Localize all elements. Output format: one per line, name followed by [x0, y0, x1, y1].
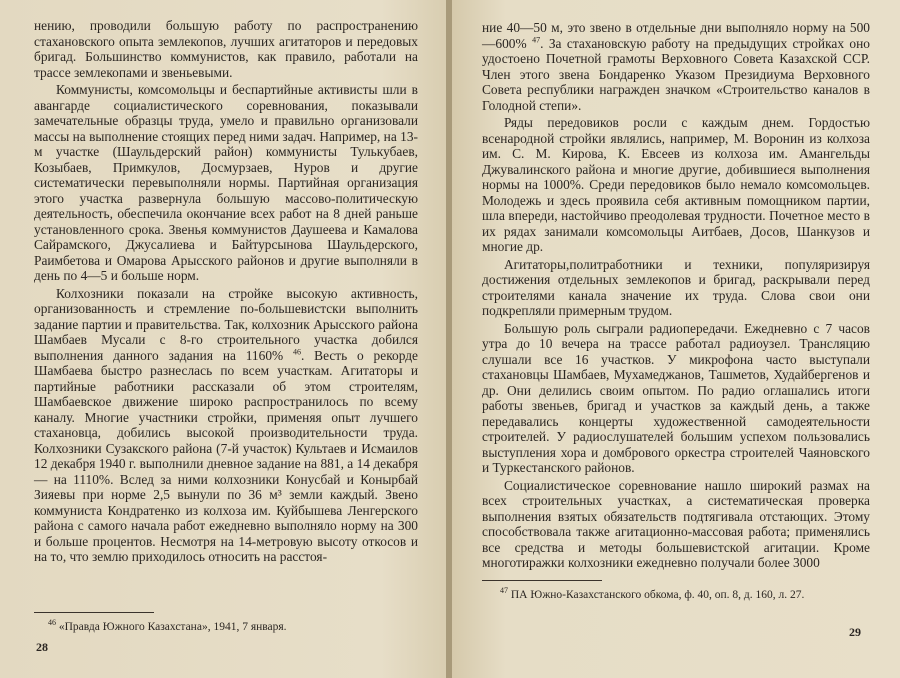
paragraph-text: Весть о рекорде Шамбаева быстро разнеслась по всем участкам. Агитаторы и партийные работники рассказали об этом строителям, Шамбаевское движение широко распространилось по всему каналу. Многие участники стройки, применяя опыт лучшего стахановца, добились высокой производительности труда. Колхозники Сузакского района (7-й участок) Культаев и Исмаилов 12 декабря 1940 г. выполнили дневное задание на 881, а 14 декабря — на 1110%. Вслед за ними колхозники Конусбай и Конырбай Зияевы при норме 2,5 вынули по 36 м³ земли каждый. Звено коммуниста Кондратенко из колхоза им. Куйбышева Ленгерского района с самого начала работ ежедневно выполняло норму на 300 и больше процентов. Несмотря на 14-метровую высоту откосов и на то, что землю приходилось относить на расстоя- [34, 347, 418, 564]
paragraph: Большую роль сыграли радиопередачи. Ежедневно с 7 часов утра до 10 вечера на трассе работал радиоузел. Трансляцию слушали все 16 участков. У микрофона часто выступали стахановцы Шамбаев, Мухамеджанов, Ташметов, Худайбергенов и др. Они делились своим опытом. По радио оглашались итоги работы звеньев, бригад и участков за каждый день, а также передавались концерты художественной самодеятельности строителей. У радиослушателей большим успехом пользовались выступления хора и домбрового оркестра строителей Чаяновского и Туркестанского районов. [482, 320, 870, 475]
right-page [452, 0, 900, 678]
paragraph: Коммунисты, комсомольцы и беспартийные активисты шли в авангарде социалистического соревнования, показывали замечательные образцы труда, умело и правильно организовали массы на выполнение стоящих перед ними задач. Например, на 13-м участке (Шаульдерский район) коммунисты Тулькубаев, Козыбаев, Примкулов, Досмурзаев, Нуров и другие систематически перевыполняли нормы. Партийная организация этого участка развернула большую массово-политическую деятельность, обеспечила окончание всех работ на 8 дней раньше установленного срока. Звенья коммунистов Даушеева и Камалова Сайрамского, Джусалиева и Байтурсынова Шаульдерского, Раимбетова и Омарова Арысского районов и другие выполняли в день по 4—5 и больше норм. [34, 82, 418, 283]
footnote-reference: 46 [292, 347, 301, 357]
paragraph: Агитаторы,политработники и техники, популяризируя достижения отдельных землекопов и бригад, раскрывали перед строителями канала значение их труда. Слова свои они подкрепляли примерным трудом. [482, 256, 870, 318]
page-number: 28 [36, 640, 48, 654]
page-number: 29 [849, 625, 861, 639]
left-page-text [34, 18, 418, 565]
right-page-text [482, 20, 870, 571]
paragraph-text: Колхозники показали на стройке высокую активность, организованность и стремление по-большевистски выполнить задание партии и правительства. Так, колхозник Арысского района Шамбаев Мусали с 8-го строительного участка добился выполнения данного задания на 1160% [34, 285, 418, 363]
footnote-reference: 47 [532, 35, 541, 45]
footnote-text: «Правда Южного Казахстана», 1941, 7 января. [58, 621, 287, 633]
paragraph-text: ние 40—50 м, это звено в отдельные дни выполняло норму на 500—600% [482, 20, 870, 51]
left-page [0, 0, 448, 678]
paragraph-text: За стахановскую работу на предыдущих стройках оно удостоено Почетной грамоты Верховного Совета Казахской ССР. Член этого звена Бондаренко Указом Президиума Верховного Совета республики награжден значком «Строительство каналов в Голодной степи». [482, 35, 870, 113]
footnote-divider [34, 612, 154, 613]
paragraph: Социалистическое соревнование нашло широкий размах на всех строительных участках, а систематическая проверка выполнения взятых обязательств подтягивала отстающих. Этому способствовала также агитационно-массовая работа; применялись все средства и методы большевистской агитации. Кроме многотиражки колхозники ежедневно получали более 3000 [482, 477, 870, 570]
footnote-number: 47 [500, 586, 508, 596]
paragraph: Ряды передовиков росли с каждым днем. Гордостью всенародной стройки являлись, например, М. Воронин из колхоза им. С. М. Кирова, К. Евсеев из колхоза им. Амангельды Джувалинского района и многие другие, добившиеся выполнения нормы на 1000%. Среди передовиков было немало комсомольцев. Молодежь и здесь проявила себя активным помощником партии, шла впереди, настойчиво преодолевая трудности. Почетное место в их рядах занимали комсомольцы Аитбаев, Досов, Шанкузов и многие др. [482, 115, 870, 254]
paragraph: ние 40—50 м, это звено в отдельные дни выполняло норму на 500—600% $^{47}$. За стахановскую работу на предыдущих стройках оно удостоено Почетной грамоты Верховного Совета Казахской ССР. Член этого звена Бондаренко Указом Президиума Верховного Совета республики награжден значком «Строительство каналов в Голодной степи». [482, 20, 870, 113]
footnote-number: 46 [48, 618, 56, 628]
footnote-text: ПА Южно-Казахстанского обкома, ф. 40, оп. 8, д. 160, л. 27. [510, 589, 805, 601]
footnote [482, 588, 870, 602]
footnote [48, 620, 418, 634]
paragraph: нению, проводили большую работу по распространению стахановского опыта землекопов, лучших агитаторов и передовых бригад. Большинство коммунистов, как правило, работали на трассе землекопами и звеньевыми. [34, 18, 418, 80]
footnote-divider [482, 580, 602, 581]
paragraph: Колхозники показали на стройке высокую активность, организованность и стремление по-большевистски выполнить задание партии и правительства. Так, колхозник Арысского района Шамбаев Мусали с 8-го строительного участка добился выполнения данного задания на 1160% $^{46}$. Весть о рекорде Шамбаева быстро разнеслась по всем участкам. Агитаторы и партийные работники рассказали об этом строителям, Шамбаевское движение широко распространилось по всему каналу. Многие участники стройки, применяя опыт лучшего стахановца, добились высокой производительности труда. Колхозники Сузакского района (7-й участок) Культаев и Исмаилов 12 декабря 1940 г. выполнили дневное задание на 881, а 14 декабря — на 1110%. Вслед за ними колхозники Конусбай и Конырбай Зияевы при норме 2,5 вынули по 36 м³ земли каждый. Звено коммуниста Кондратенко из колхоза им. Куйбышева Ленгерского района с самого начала работ ежедневно выполняло норму на 300 и больше процентов. Несмотря на 14-метровую высоту откосов и на то, что землю приходилось относить на расстоя- [34, 285, 418, 564]
